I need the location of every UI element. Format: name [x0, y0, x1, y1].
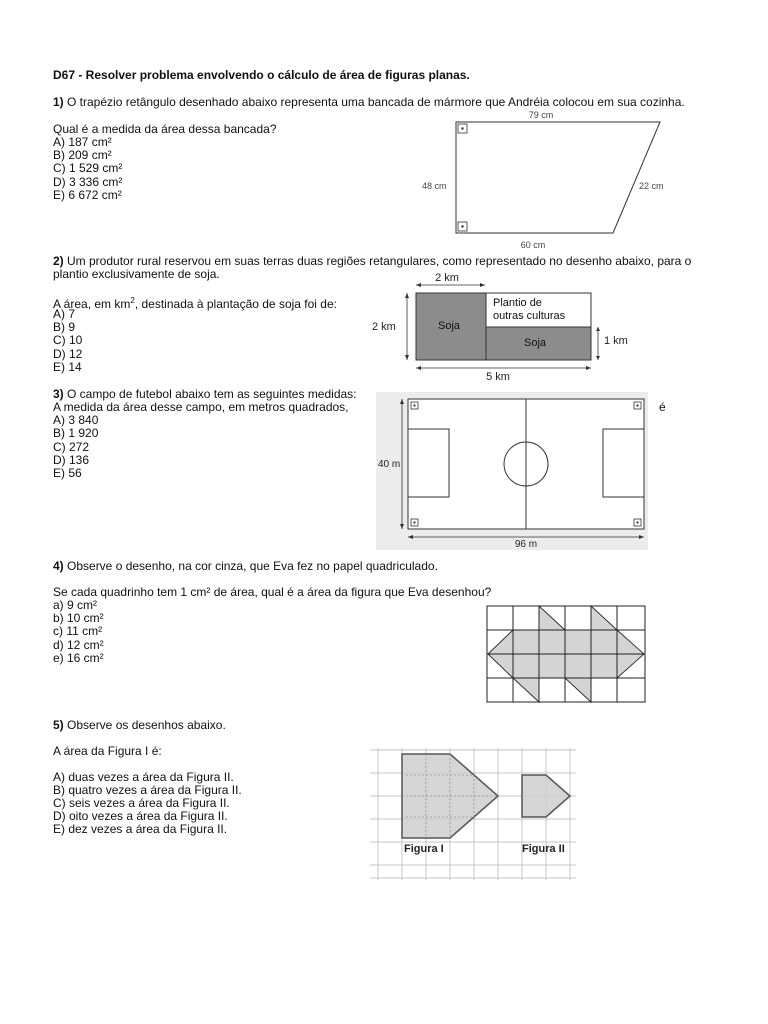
q5-text: Observe os desenhos abaixo.	[63, 718, 226, 732]
q4-option-b: b) 10 cm²	[53, 611, 104, 625]
q2-soja-label-2: Soja	[523, 337, 547, 349]
q5-figures	[366, 744, 578, 884]
q4-number: 4)	[53, 559, 64, 573]
q2-bottom-label: 5 km	[486, 371, 510, 383]
q2-other-label-2: outras culturas	[493, 310, 566, 322]
page-title: D67 - Resolver problema envolvendo o cálculo de área de figuras planas.	[53, 68, 470, 82]
q3-width-label: 96 m	[514, 539, 538, 550]
q5-number: 5)	[53, 718, 64, 732]
q3-soccer-field-figure	[376, 392, 648, 550]
q1-option-c: C) 1 529 cm²	[53, 161, 123, 175]
q4-option-c: c) 11 cm²	[53, 624, 103, 638]
q5-statement	[53, 719, 226, 732]
q2-question: A área, em $km^2$, destinada à plantação de soja foi de:	[53, 296, 337, 311]
q3-number: 3)	[53, 387, 64, 401]
q3-question: A medida da área desse campo, em metros quadrados,	[53, 400, 349, 414]
q2-left-label: 2 km	[372, 321, 396, 333]
q2-option-c: C) 10	[53, 333, 83, 347]
q5-option-d: D) oito vezes a área da Figura II.	[53, 809, 228, 823]
q1-trapezoid-figure	[415, 106, 675, 252]
q1-option-d: D) 3 336 cm²	[53, 175, 123, 189]
q4-option-d: d) 12 cm²	[53, 638, 104, 652]
q1-left-label: 48 cm	[422, 181, 447, 191]
q4-text: Observe o desenho, na cor cinza, que Eva fez no papel quadriculado.	[63, 559, 438, 573]
q3-option-a: A) 3 840	[53, 413, 99, 427]
q2-soja-label-1: Soja	[437, 320, 461, 332]
q5-option-a: A) duas vezes a área da Figura II.	[53, 770, 234, 784]
q1-option-b: B) 209 cm²	[53, 148, 112, 162]
q2-top-label: 2 km	[435, 272, 459, 284]
q4-statement	[53, 560, 438, 573]
q3-option-e: E) 56	[53, 466, 82, 480]
q5-question: A área da Figura I é:	[53, 744, 162, 758]
q3-option-d: D) 136	[53, 453, 90, 467]
figura-i-label: Figura I	[404, 843, 444, 855]
q4-option-a: a) 9 cm²	[53, 598, 98, 612]
q2-option-a: A) 7	[53, 307, 76, 321]
q3-text: O campo de futebol abaixo tem as seguintes medidas:	[63, 387, 357, 401]
q2-land-figure	[368, 268, 638, 384]
q5-option-e: E) dez vezes a área da Figura II.	[53, 822, 228, 836]
figura-ii-shape	[522, 775, 570, 817]
q2-other-label-1: Plantio de	[493, 297, 542, 309]
q2-right-label: 1 km	[604, 335, 628, 347]
q1-number: 1)	[53, 95, 64, 109]
q3-height-label: 40 m	[378, 459, 401, 470]
figura-ii-label: Figura II	[522, 843, 565, 855]
q2-option-b: B) 9	[53, 320, 76, 334]
q3-option-c: C) 272	[53, 440, 90, 454]
q1-question: Qual é a medida da área dessa bancada?	[53, 122, 277, 136]
q1-right-label: 22 cm	[639, 181, 664, 191]
q3-question-end: é	[659, 400, 666, 414]
q1-bottom-label: 60 cm	[520, 240, 546, 250]
q5-option-c: C) seis vezes a área da Figura II.	[53, 796, 230, 810]
q2-option-d: D) 12	[53, 347, 83, 361]
trapezoid-shape	[456, 122, 660, 233]
q5-option-b: B) quatro vezes a área da Figura II.	[53, 783, 242, 797]
q2-text: Um produtor rural reservou em suas terras duas regiões retangulares, como representado no desenho abaixo, para o	[63, 254, 692, 268]
q2-number: 2)	[53, 254, 64, 268]
q1-option-a: A) 187 cm²	[53, 135, 112, 149]
q4-question: Se cada quadrinho tem 1 cm² de área, qual é a área da figura que Eva desenhou?	[53, 585, 492, 599]
grid-lines	[487, 606, 645, 702]
q1-option-e: E) 6 672 cm²	[53, 188, 122, 202]
q1-text: O trapézio retângulo desenhado abaixo representa uma bancada de mármore que Andréia colocou em sua cozinha.	[63, 95, 685, 109]
q4-option-e: e) 16 cm²	[53, 651, 104, 665]
q4-grid-figure	[486, 605, 648, 703]
q2-option-e: E) 14	[53, 360, 82, 374]
q1-top-label: 79 cm	[528, 110, 554, 120]
q2-statement-line2: plantio exclusivamente de soja.	[53, 267, 220, 281]
q3-option-b: B) 1 920	[53, 426, 99, 440]
